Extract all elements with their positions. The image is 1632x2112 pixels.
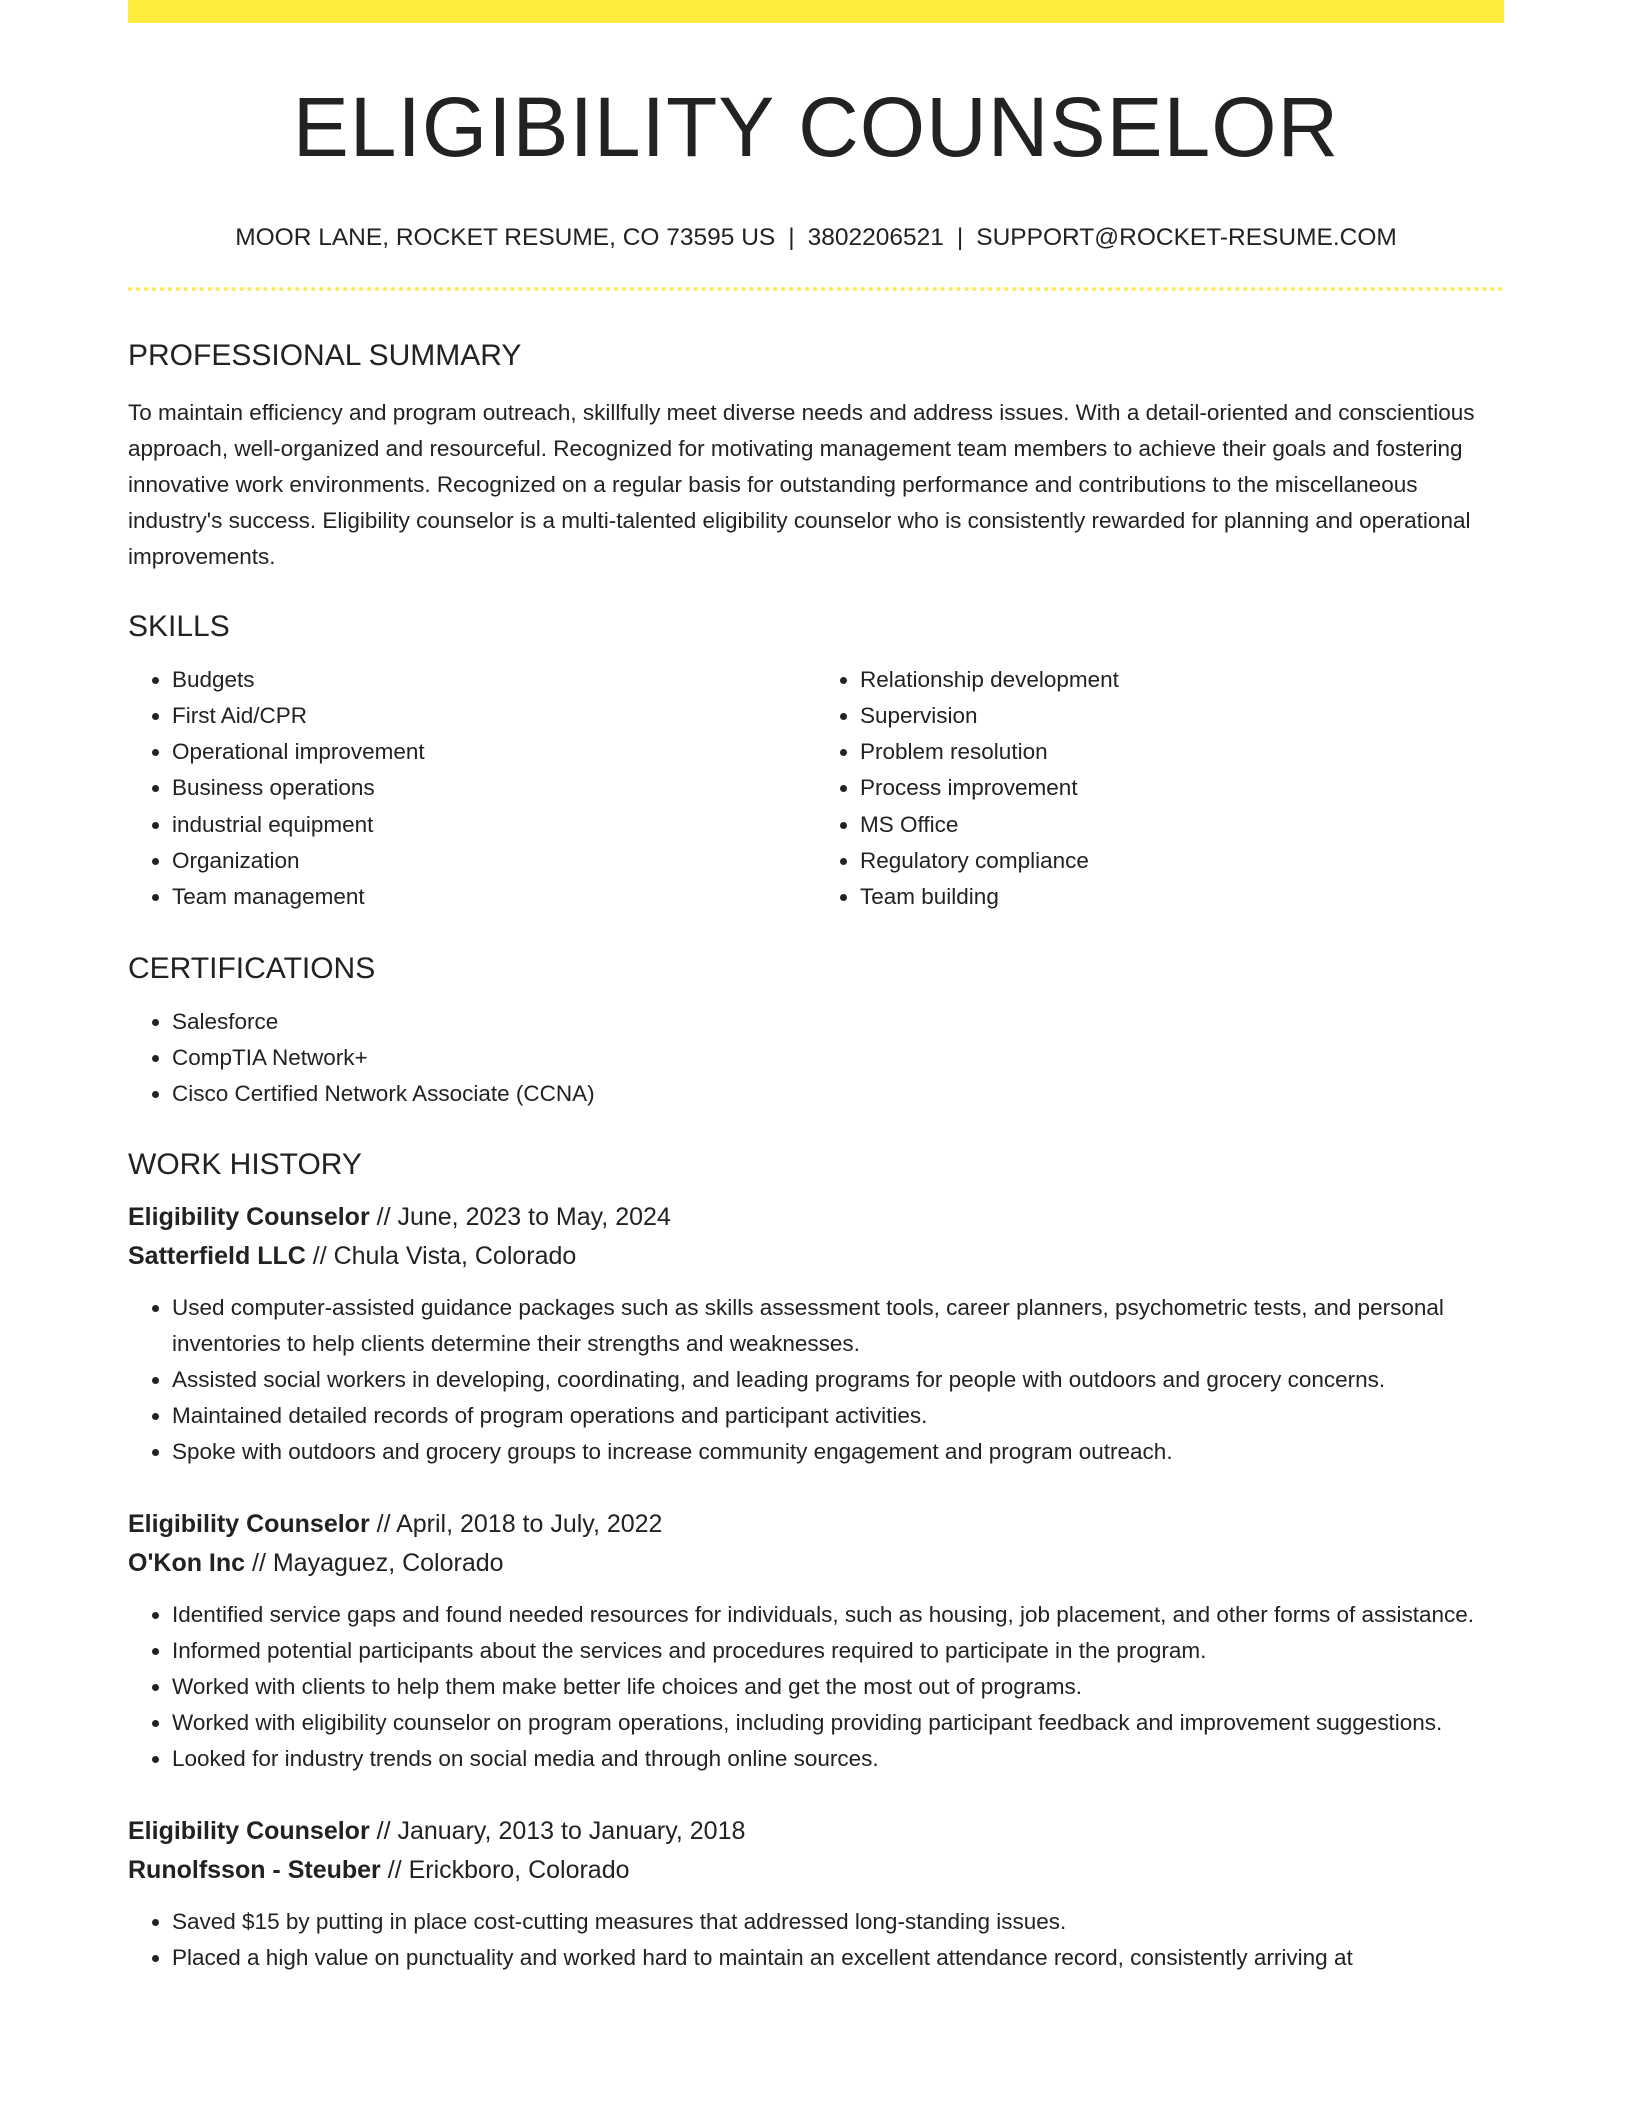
job-company: Satterfield LLC xyxy=(128,1242,306,1271)
job-title-line xyxy=(128,1198,1504,1237)
resume-page xyxy=(128,0,1504,1976)
summary-heading: PROFESSIONAL SUMMARY xyxy=(128,338,522,372)
job-location: // Mayaguez, Colorado xyxy=(245,1549,504,1578)
work-history-heading: WORK HISTORY xyxy=(128,1148,362,1182)
skills-heading: SKILLS xyxy=(128,609,230,643)
job-dates: // January, 2013 to January, 2018 xyxy=(369,1817,746,1846)
job-title-line xyxy=(128,1505,1504,1544)
skill-item: • industrial equipment xyxy=(172,807,816,843)
job-company-line xyxy=(128,1544,1504,1583)
skill-item: • Problem resolution xyxy=(860,734,1504,770)
certification-item: • CompTIA Network+ xyxy=(172,1040,1504,1076)
accent-bar xyxy=(128,0,1504,23)
duty-item: • Maintained detailed records of program operations and participant activities. xyxy=(172,1398,1504,1434)
job-title: Eligibility Counselor xyxy=(128,1817,370,1846)
skills-list-right xyxy=(816,662,1504,916)
duty-item: • Worked with eligibility counselor on program operations, including providing participant feedback and improvement suggestions. xyxy=(172,1705,1504,1741)
skill-item: • Team management xyxy=(172,879,816,915)
job-company: Runolfsson - Steuber xyxy=(128,1856,381,1885)
dotted-divider xyxy=(128,287,1504,291)
skill-item: • Relationship development xyxy=(860,662,1504,698)
resume-title: ELIGIBILITY COUNSELOR xyxy=(292,80,1340,174)
job-dates: // June, 2023 to May, 2024 xyxy=(369,1203,671,1232)
job-duties xyxy=(128,1597,1504,1777)
job-duties xyxy=(128,1904,1504,1976)
job-dates: // April, 2018 to July, 2022 xyxy=(369,1510,663,1539)
skills-grid xyxy=(128,662,1504,916)
duty-item: • Used computer-assisted guidance packages such as skills assessment tools, career planners, psychometric tests, and personal inventories to help clients determine their strengths and weaknesses. xyxy=(172,1290,1504,1362)
job-title: Eligibility Counselor xyxy=(128,1510,370,1539)
duty-item: • Looked for industry trends on social media and through online sources. xyxy=(172,1741,1504,1777)
contact-phone: 3802206521 xyxy=(807,224,944,251)
duty-item: • Assisted social workers in developing, coordinating, and leading programs for people with outdoors and grocery concerns. xyxy=(172,1362,1504,1398)
job-duties xyxy=(128,1290,1504,1470)
contact-email: SUPPORT@ROCKET-RESUME.COM xyxy=(976,224,1397,251)
certifications-heading: CERTIFICATIONS xyxy=(128,951,376,985)
skill-item: • Supervision xyxy=(860,698,1504,734)
duty-item: • Identified service gaps and found needed resources for individuals, such as housing, job placement, and other forms of assistance. xyxy=(172,1597,1504,1633)
skill-item: • Budgets xyxy=(172,662,816,698)
job-company-line xyxy=(128,1237,1504,1276)
skill-item: • Regulatory compliance xyxy=(860,843,1504,879)
job-company: O'Kon Inc xyxy=(128,1549,246,1578)
certification-item: • Cisco Certified Network Associate (CCNA) xyxy=(172,1076,1504,1112)
skill-item: • MS Office xyxy=(860,807,1504,843)
contact-address: MOOR LANE, ROCKET RESUME, CO 73595 US xyxy=(235,224,776,251)
skill-item: • Organization xyxy=(172,843,816,879)
duty-item: • Worked with clients to help them make better life choices and get the most out of programs. xyxy=(172,1669,1504,1705)
job-company-line xyxy=(128,1851,1504,1890)
job-location: // Chula Vista, Colorado xyxy=(305,1242,577,1271)
job-title: Eligibility Counselor xyxy=(128,1203,370,1232)
duty-item: • Informed potential participants about the services and procedures required to participate in the program. xyxy=(172,1633,1504,1669)
skills-list-left xyxy=(128,662,816,916)
duty-item: • Saved $15 by putting in place cost-cutting measures that addressed long-standing issues. xyxy=(172,1904,1504,1940)
duty-item: • Spoke with outdoors and grocery groups to increase community engagement and program outreach. xyxy=(172,1434,1504,1470)
summary-text: To maintain efficiency and program outreach, skillfully meet diverse needs and address issues. With a detail-oriented and conscientious approach, well-organized and resourceful. Recognized for motivating management team members to achieve their goals and fostering innovative work environments. Recognized on a regular basis for outstanding performance and contributions to the miscellaneous industry's success. Eligibility counselor is a multi-talented eligibility counselor who is consistently rewarded for planning and operational improvements. xyxy=(128,399,1475,569)
certification-item: • Salesforce xyxy=(172,1004,1504,1040)
contact-separator: | xyxy=(956,224,964,251)
skill-item: • Process improvement xyxy=(860,770,1504,806)
certifications-list xyxy=(128,1004,1504,1113)
duty-item: • Placed a high value on punctuality and worked hard to maintain an excellent attendance record, consistently arriving at xyxy=(172,1940,1504,1976)
contact-line xyxy=(128,226,1504,251)
job-title-line xyxy=(128,1812,1504,1851)
job-location: // Erickboro, Colorado xyxy=(380,1856,630,1885)
skill-item: • Team building xyxy=(860,879,1504,915)
skill-item: • Business operations xyxy=(172,770,816,806)
skill-item: • Operational improvement xyxy=(172,734,816,770)
skill-item: • First Aid/CPR xyxy=(172,698,816,734)
contact-separator: | xyxy=(788,224,795,251)
